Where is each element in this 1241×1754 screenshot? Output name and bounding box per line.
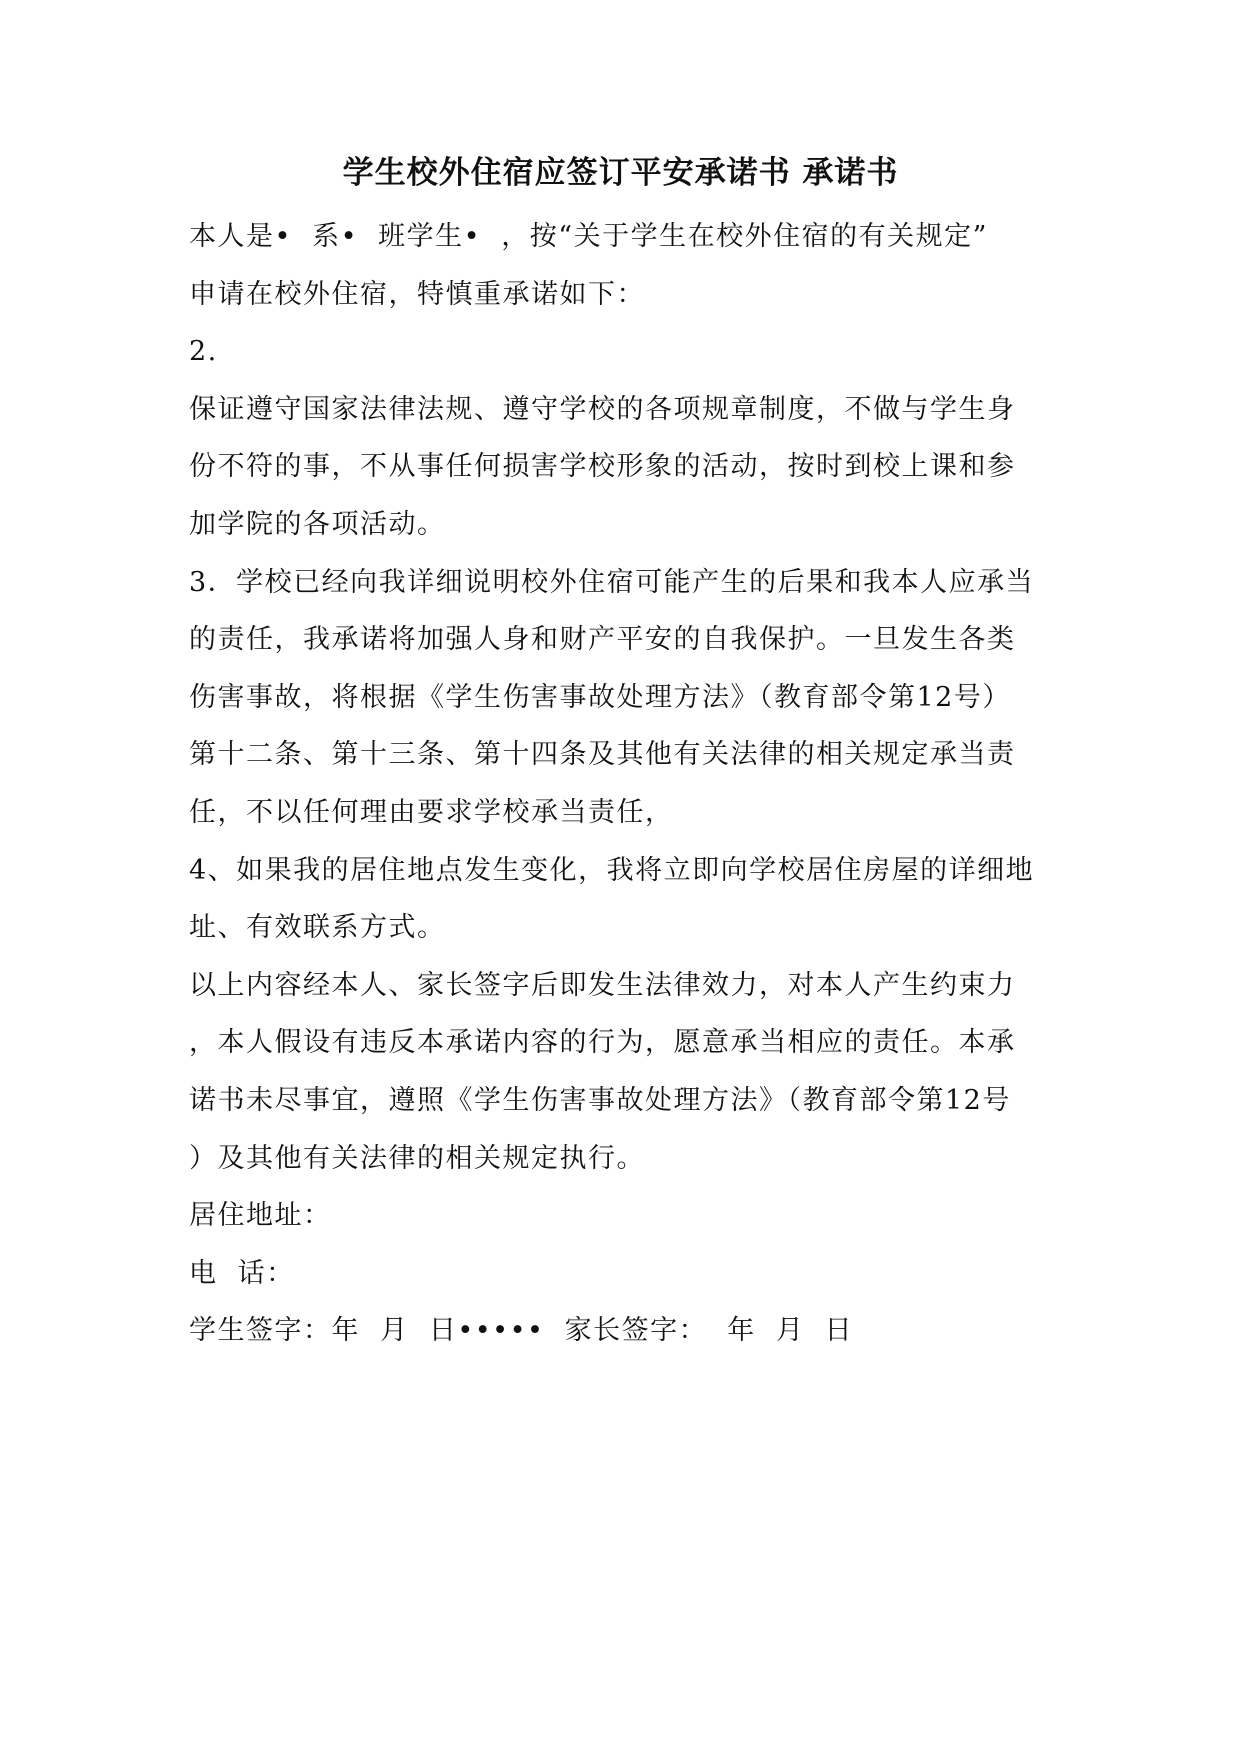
text-line-closing: 以上内容经本人、家长签字后即发生法律效力，对本人产生约束力: [189, 969, 1016, 1001]
text-line-intro: 本人是• 系• 班学生• ，按“关于学生在校外住宿的有关规定”: [189, 221, 988, 252]
text-line: 址、有效联系方式。: [189, 912, 446, 944]
text-line-item-2-number: 2.: [189, 336, 218, 368]
text-line-item-3: 3．学校已经向我详细说明校外住宿可能产生的后果和我本人应承当: [189, 566, 1035, 598]
phone-field-label: 电 话：: [189, 1257, 295, 1289]
text-line: 申请在校外住宿，特慎重承诺如下：: [189, 278, 645, 310]
text-line: 诺书未尽事宜，遵照《学生伤害事故处理方法》（教育部令第12号: [189, 1084, 1011, 1116]
text-line: 任，不以任何理由要求学校承当责任，: [189, 796, 674, 828]
document-body: [189, 208, 1069, 1360]
text-line-item-4: 4、如果我的居住地点发生变化，我将立即向学校居住房屋的详细地: [189, 854, 1035, 886]
text-line: 加学院的各项活动。: [189, 508, 446, 540]
text-line: ）及其他有关法律的相关规定执行。: [189, 1142, 645, 1174]
address-field-label: 居住地址：: [189, 1200, 332, 1232]
text-line: 伤害事故，将根据《学生伤害事故处理方法》（教育部令第12号）: [189, 681, 1011, 713]
text-line: ，本人假设有违反本承诺内容的行为，愿意承当相应的责任。本承: [189, 1027, 1016, 1059]
text-line: 第十二条、第十三条、第十四条及其他有关法律的相关规定承当责: [189, 739, 1016, 771]
text-line: 份不符的事，不从事任何损害学校形象的活动，按时到校上课和参: [189, 451, 1016, 483]
text-line: 的责任，我承诺将加强人身和财产平安的自我保护。一旦发生各类: [189, 624, 1016, 656]
text-line: 保证遵守国家法律法规、遵守学校的各项规章制度，不做与学生身: [189, 393, 1016, 425]
document-title: 学生校外住宿应签订平安承诺书 承诺书: [342, 155, 899, 191]
signature-line: 学生签字：年 月 日••••• 家长签字： 年 月 日: [189, 1315, 854, 1347]
